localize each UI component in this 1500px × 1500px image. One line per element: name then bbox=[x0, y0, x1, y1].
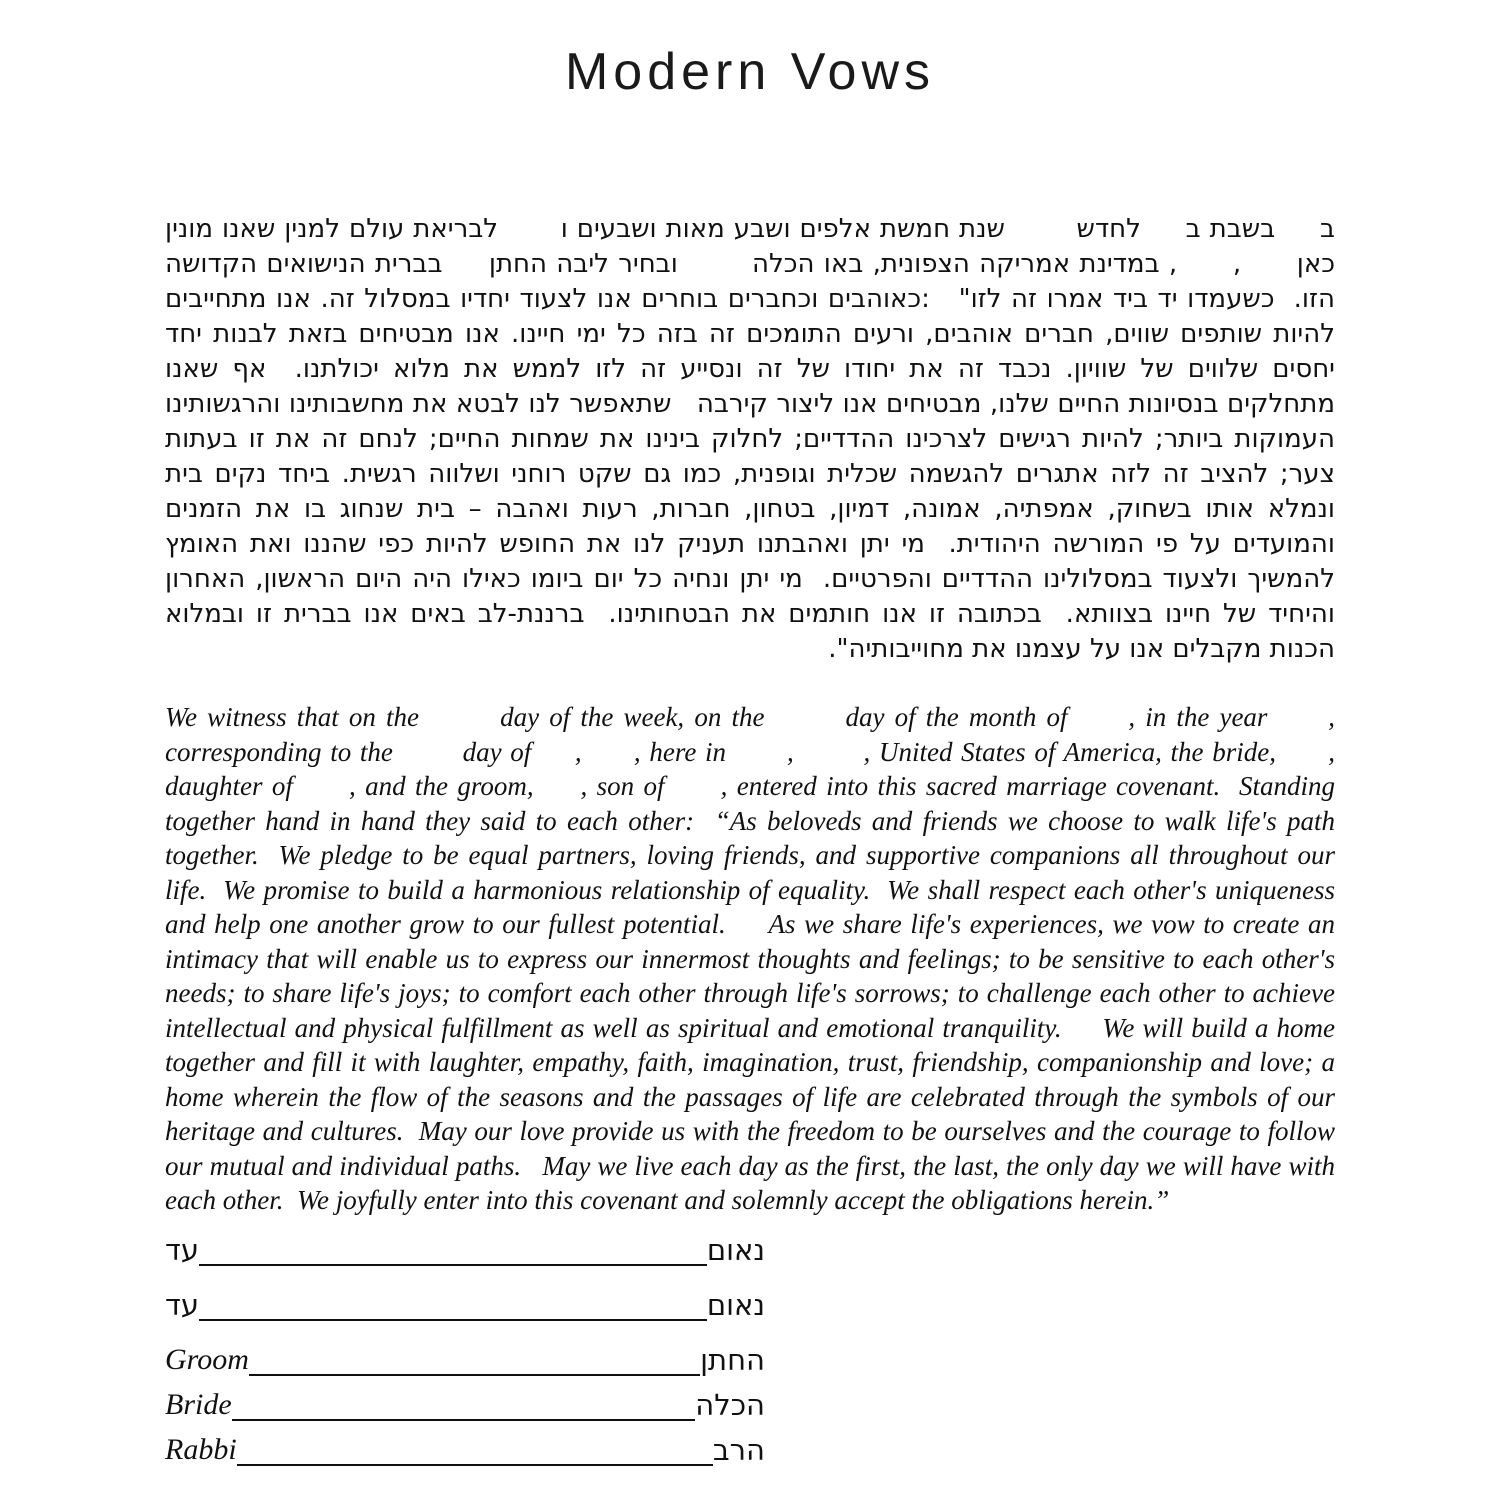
bride-hebrew-label: הכלה bbox=[695, 1388, 765, 1422]
witness-label: עד bbox=[165, 1288, 199, 1322]
bride-signature-row bbox=[165, 1387, 765, 1421]
rabbi-label: Rabbi bbox=[165, 1433, 237, 1466]
hebrew-covenant-text: ב בשבת ב לחדש שנת חמשת אלפים ושבע מאות ושבעים ו לבריאת עולם למנין שאנו מונין כאן , , במדינת אמריקה הצפונית, באו הכלה ובחיר ליבה החתן בברית הנישואים הקדושה הזו. כשעמדו יד ביד אמרו זה לזו" :כאוהבים וכחברים בוחרים אנו לצעוד יחדיו במסלול זה. אנו מתחייבים להיות שותפים שווים, חברים אוהבים, ורעים התומכים זה בזה כל ימי חיינו. אנו מבטיחים בזאת לבנות יחד יחסים שלווים של שוויון. נכבד זה את יחודו של זה ונסייע זה לזו לממש את מלוא יכולתנו. אף שאנו מתחלקים בנסיונות החיים שלנו, מבטיחים אנו ליצור קירבה שתאפשר לנו לבטא את מחשבותינו והרגשותינו העמוקות ביותר; להיות רגישים לצרכינו ההדדיים; לחלוק בינינו את שמחות החיים; לנחם זה את זו בעתות צער; להציב זה לזה אתגרים להגשמה שכלית וגופנית, כמו גם שקט רוחני ושלווה רגשית. ביחד נקים בית ונמלא אותו בשחוק, אמפתיה, אמונה, דמיון, בטחון, חברות, רעות ואהבה – בית שנחוג בו את הזמנים והמועדים על פי המורשה היהודית. מי יתן ואהבתנו תעניק לנו את החופש להיות כפי שהננו ואת האומץ להמשיך ולצעוד במסלולינו ההדדיים והפרטיים. מי יתן ונחיה כל יום ביומו כאילו היה היום הראשון, האחרון והיחיד של חיינו בצוותא. בכתובה זו אנו חותמים את הבטחותינו. ברננת-לב באים אנו בברית זו ובמלוא הכנות מקבלים אנו על עצמנו את מחוייבותיה". bbox=[165, 214, 1335, 664]
page-title: Modern Vows bbox=[564, 43, 936, 101]
signature-block bbox=[165, 1232, 765, 1477]
signature-line bbox=[199, 1285, 707, 1321]
declaration-label: נאום bbox=[706, 1233, 765, 1267]
witness-signature-row-2 bbox=[165, 1287, 765, 1321]
groom-hebrew-label: החתן bbox=[700, 1343, 765, 1377]
groom-label: Groom bbox=[165, 1343, 249, 1376]
signature-line bbox=[199, 1230, 707, 1266]
signature-line bbox=[237, 1430, 713, 1466]
signature-line bbox=[249, 1340, 700, 1376]
rabbi-signature-row bbox=[165, 1432, 765, 1466]
signature-line bbox=[232, 1385, 696, 1421]
witness-signature-row-1 bbox=[165, 1232, 765, 1266]
declaration-label: נאום bbox=[706, 1288, 765, 1322]
rabbi-hebrew-label: הרב bbox=[712, 1433, 765, 1467]
bride-label: Bride bbox=[165, 1388, 232, 1421]
witness-label: עד bbox=[165, 1233, 199, 1267]
english-covenant-text: We witness that on the day of the week, on the day of the month of , in the year , corresponding to the day of , , here in , , United States of America, the bride, , daughter of , and the groom, , son of , entered into this sacred marriage covenant. Standing together hand in hand they said to each other: “As beloveds and friends we choose to walk life's path together. We pledge to be equal partners, loving friends, and supportive companions all throughout our life. We promise to build a harmonious relationship of equality. We shall respect each other's uniqueness and help one another grow to our fullest potential. As we share life's experiences, we vow to create an intimacy that will enable us to express our innermost thoughts and feelings; to be sensitive to each other's needs; to share life's joys; to comfort each other through life's sorrows; to challenge each other to achieve intellectual and physical fulfillment as well as spiritual and emotional tranquility. We will build a home together and fill it with laughter, empathy, faith, imagination, trust, friendship, companionship and love; a home wherein the flow of the seasons and the passages of life are celebrated through the symbols of our heritage and cultures. May our love provide us with the freedom to be ourselves and the courage to follow our mutual and individual paths. May we live each day as the first, the last, the only day we will have with each other. We joyfully enter into this covenant and solemnly accept the obligations herein.” bbox=[165, 702, 1335, 1215]
groom-signature-row bbox=[165, 1342, 765, 1376]
